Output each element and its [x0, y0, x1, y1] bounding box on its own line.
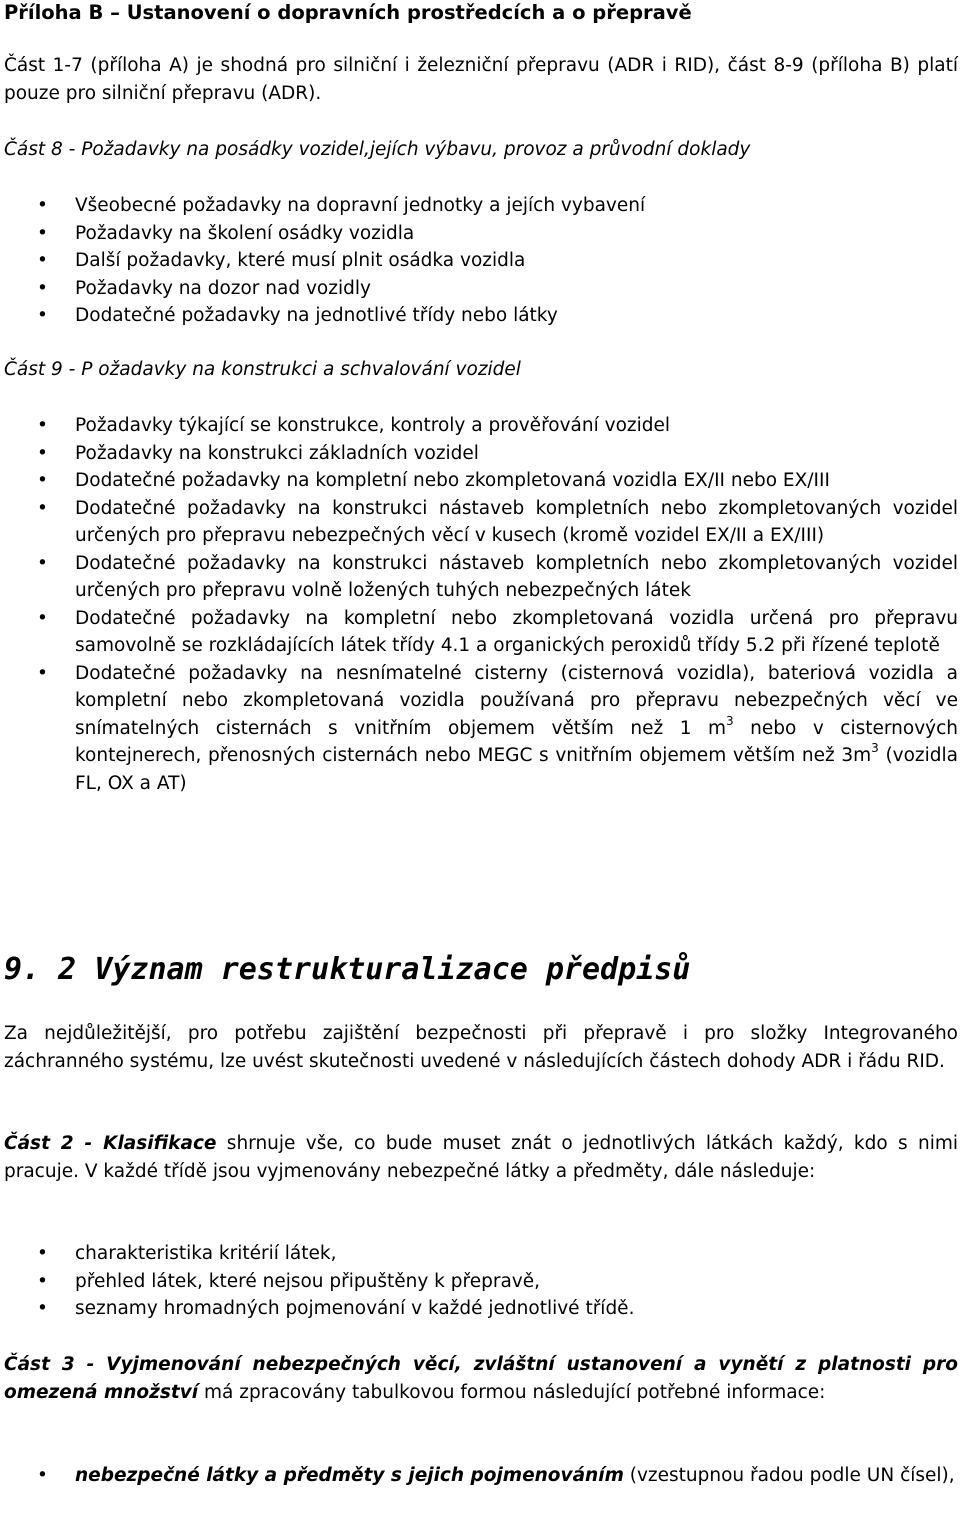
list-item: • přehled látek, které nejsou připuštěny k přepravě, — [4, 1268, 958, 1296]
item-text-b: nebo v cisternových kontejnerech, přenosných cisternách nebo MEGC s vnitřním objemem větším než 3m — [75, 717, 958, 766]
part8-heading: Část 8 - Požadavky na posádky vozidel,jejích výbavu, provoz a průvodní doklady — [4, 139, 751, 160]
list-item: • charakteristika kritérií látek, — [4, 1240, 958, 1268]
list-item: • Požadavky týkající se konstrukce, kontroly a prověřování vozidel — [4, 412, 958, 440]
list-item: • Všeobecné požadavky na dopravní jednotky a jejích vybavení — [4, 192, 958, 220]
appendix-intro: Část 1-7 (příloha A) je shodná pro silniční i železniční přepravu (ADR i RID), část 8-9 (příloha B) platí pouze pro silniční přepravu (ADR). — [4, 55, 958, 104]
list-item: • Dodatečné požadavky na jednotlivé třídy nebo látky — [4, 302, 958, 330]
list-item: • Dodatečné požadavky na kompletní nebo zkompletovaná vozidla určená pro přepravu samovolně se rozkládajících látek třídy 4.1 a organických peroxidů třídy 5.2 při řízené teplotě — [4, 605, 958, 660]
part3-lead: Část 3 - Vyjmenování nebezpečných věcí, zvláštní ustanovení a vynětí z platnosti pro omezená množství — [4, 1354, 958, 1403]
part9-heading: Část 9 - P ožadavky na konstrukci a schvalování vozidel — [4, 359, 521, 380]
superscript: 3 — [871, 741, 879, 755]
part8-list — [4, 192, 958, 330]
part2-list — [4, 1240, 958, 1323]
list-item — [4, 1462, 958, 1490]
part3-list — [4, 1462, 958, 1490]
list-item: • Další požadavky, které musí plnit osádka vozidla — [4, 247, 958, 275]
item-text-c: (vozidla FL, OX a AT) — [75, 745, 958, 794]
chapter-title: 9. 2 Význam restrukturalizace předpisů — [4, 952, 691, 987]
list-item: • Požadavky na dozor nad vozidly — [4, 275, 958, 303]
list-item: • seznamy hromadných pojmenování v každé jednotlivé třídě. — [4, 1295, 958, 1323]
part9-list — [4, 412, 958, 797]
part3-item-text: (vzestupnou řadou podle UN čísel), — [623, 1465, 955, 1486]
part3-text: má zpracovány tabulkovou formou následující potřebné informace: — [198, 1381, 826, 1403]
appendix-title: Příloha B – Ustanovení o dopravních prostředcích a o přepravě — [4, 1, 692, 24]
item-text-a: Dodatečné požadavky na nesnímatelné cisterny (cisternová vozidla), bateriová vozidla a kompletní nebo zkompletovaná vozidla používaná pro přepravu nebezpečných věcí ve snímatelných cisternách s vnitřním objemem větším než 1 m — [75, 662, 958, 739]
list-item: • Požadavky na konstrukci základních vozidel — [4, 440, 958, 468]
chapter-intro: Za nejdůležitější, pro potřebu zajištění bezpečnosti při přepravě i pro složky Integrovaného záchranného systému, lze uvést skutečnosti uvedené v následujících částech dohody ADR i řádu RID. — [4, 1023, 958, 1072]
list-item: • Požadavky na školení osádky vozidla — [4, 220, 958, 248]
superscript: 3 — [726, 713, 734, 728]
part2-paragraph — [4, 1130, 958, 1185]
part2-text: shrnuje vše, co bude muset znát o jednotlivých látkách každý, kdo s nimi pracuje. V každé třídě jsou vyjmenovány nebezpečné látky a předměty, dále následuje: — [4, 1133, 958, 1182]
part3-item-lead: nebezpečné látky a předměty s jejich pojmenováním — [75, 1465, 624, 1486]
list-item — [4, 660, 958, 798]
list-item: • Dodatečné požadavky na kompletní nebo zkompletovaná vozidla EX/II nebo EX/III — [4, 467, 958, 495]
list-item: • Dodatečné požadavky na konstrukci nástaveb kompletních nebo zkompletovaných vozidel určených pro přepravu volně ložených tuhých nebezpečných látek — [4, 550, 958, 605]
part2-lead: Část 2 - Klasifikace — [4, 1133, 217, 1154]
part3-paragraph — [4, 1351, 958, 1406]
list-item: • Dodatečné požadavky na konstrukci nástaveb kompletních nebo zkompletovaných vozidel určených pro přepravu nebezpečných věcí v kusech (kromě vozidel EX/II a EX/III) — [4, 495, 958, 550]
